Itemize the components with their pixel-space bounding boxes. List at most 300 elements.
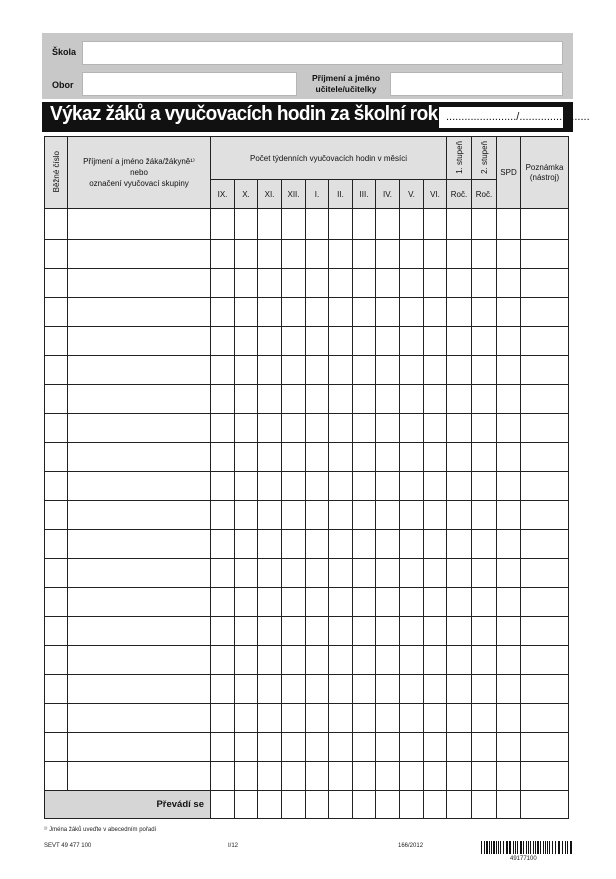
table-cell[interactable] (329, 327, 353, 356)
table-cell[interactable] (376, 327, 400, 356)
table-cell[interactable] (329, 530, 353, 559)
table-cell[interactable] (472, 269, 497, 298)
table-cell[interactable] (400, 472, 424, 501)
table-cell[interactable] (447, 385, 472, 414)
table-cell[interactable] (282, 646, 306, 675)
table-cell[interactable] (329, 762, 353, 791)
table-cell[interactable] (45, 414, 68, 443)
table-cell[interactable] (521, 501, 569, 530)
table-cell[interactable] (472, 209, 497, 240)
table-cell[interactable] (447, 414, 472, 443)
table-cell[interactable] (424, 414, 447, 443)
carry-over-cell[interactable] (376, 791, 400, 819)
table-cell[interactable] (235, 646, 258, 675)
table-cell[interactable] (258, 559, 282, 588)
table-cell[interactable] (45, 704, 68, 733)
table-cell[interactable] (353, 298, 376, 327)
carry-over-cell[interactable] (306, 791, 329, 819)
table-cell[interactable] (521, 327, 569, 356)
table-cell[interactable] (424, 704, 447, 733)
table-cell[interactable] (376, 298, 400, 327)
student-name-cell[interactable] (68, 414, 211, 443)
table-cell[interactable] (376, 209, 400, 240)
table-cell[interactable] (424, 501, 447, 530)
table-cell[interactable] (447, 209, 472, 240)
table-cell[interactable] (329, 501, 353, 530)
table-cell[interactable] (235, 675, 258, 704)
table-cell[interactable] (235, 385, 258, 414)
student-name-cell[interactable] (68, 762, 211, 791)
table-cell[interactable] (353, 646, 376, 675)
table-cell[interactable] (235, 762, 258, 791)
table-cell[interactable] (376, 443, 400, 472)
table-cell[interactable] (306, 209, 329, 240)
table-cell[interactable] (211, 209, 235, 240)
table-cell[interactable] (447, 530, 472, 559)
table-cell[interactable] (472, 646, 497, 675)
table-cell[interactable] (424, 646, 447, 675)
table-cell[interactable] (45, 675, 68, 704)
student-name-cell[interactable] (68, 675, 211, 704)
table-cell[interactable] (45, 298, 68, 327)
table-cell[interactable] (400, 588, 424, 617)
table-cell[interactable] (424, 675, 447, 704)
table-cell[interactable] (521, 675, 569, 704)
table-cell[interactable] (400, 530, 424, 559)
table-cell[interactable] (282, 501, 306, 530)
table-cell[interactable] (353, 617, 376, 646)
table-cell[interactable] (211, 704, 235, 733)
student-name-cell[interactable] (68, 327, 211, 356)
table-cell[interactable] (329, 414, 353, 443)
table-cell[interactable] (472, 762, 497, 791)
table-cell[interactable] (329, 385, 353, 414)
table-cell[interactable] (497, 617, 521, 646)
table-cell[interactable] (497, 327, 521, 356)
table-cell[interactable] (521, 443, 569, 472)
table-cell[interactable] (353, 588, 376, 617)
table-cell[interactable] (306, 617, 329, 646)
table-cell[interactable] (447, 646, 472, 675)
table-cell[interactable] (235, 472, 258, 501)
table-cell[interactable] (472, 443, 497, 472)
table-cell[interactable] (282, 298, 306, 327)
table-cell[interactable] (472, 704, 497, 733)
table-cell[interactable] (424, 762, 447, 791)
table-cell[interactable] (400, 675, 424, 704)
table-cell[interactable] (353, 733, 376, 762)
table-cell[interactable] (497, 385, 521, 414)
table-cell[interactable] (400, 240, 424, 269)
table-cell[interactable] (521, 269, 569, 298)
table-cell[interactable] (521, 356, 569, 385)
table-cell[interactable] (235, 559, 258, 588)
table-cell[interactable] (258, 530, 282, 559)
table-cell[interactable] (258, 733, 282, 762)
table-cell[interactable] (235, 414, 258, 443)
table-cell[interactable] (447, 704, 472, 733)
table-cell[interactable] (258, 617, 282, 646)
table-cell[interactable] (400, 762, 424, 791)
table-cell[interactable] (447, 559, 472, 588)
table-cell[interactable] (447, 240, 472, 269)
table-cell[interactable] (45, 327, 68, 356)
table-cell[interactable] (282, 443, 306, 472)
table-cell[interactable] (497, 501, 521, 530)
table-cell[interactable] (353, 559, 376, 588)
table-cell[interactable] (400, 356, 424, 385)
table-cell[interactable] (329, 269, 353, 298)
table-cell[interactable] (497, 356, 521, 385)
table-cell[interactable] (376, 240, 400, 269)
table-cell[interactable] (424, 733, 447, 762)
student-name-cell[interactable] (68, 646, 211, 675)
table-cell[interactable] (353, 762, 376, 791)
table-cell[interactable] (235, 704, 258, 733)
table-cell[interactable] (376, 646, 400, 675)
student-name-cell[interactable] (68, 559, 211, 588)
table-cell[interactable] (472, 327, 497, 356)
table-cell[interactable] (497, 443, 521, 472)
table-cell[interactable] (376, 414, 400, 443)
student-name-cell[interactable] (68, 733, 211, 762)
table-cell[interactable] (353, 472, 376, 501)
table-cell[interactable] (45, 443, 68, 472)
table-cell[interactable] (353, 501, 376, 530)
table-cell[interactable] (521, 762, 569, 791)
table-cell[interactable] (400, 327, 424, 356)
table-cell[interactable] (424, 298, 447, 327)
table-cell[interactable] (211, 472, 235, 501)
table-cell[interactable] (211, 269, 235, 298)
table-cell[interactable] (472, 385, 497, 414)
table-cell[interactable] (329, 240, 353, 269)
table-cell[interactable] (521, 240, 569, 269)
table-cell[interactable] (447, 617, 472, 646)
table-cell[interactable] (258, 327, 282, 356)
table-cell[interactable] (306, 733, 329, 762)
table-cell[interactable] (353, 530, 376, 559)
table-cell[interactable] (235, 443, 258, 472)
table-cell[interactable] (306, 269, 329, 298)
table-cell[interactable] (497, 559, 521, 588)
student-name-cell[interactable] (68, 443, 211, 472)
table-cell[interactable] (306, 298, 329, 327)
table-cell[interactable] (45, 209, 68, 240)
table-cell[interactable] (235, 588, 258, 617)
table-cell[interactable] (353, 385, 376, 414)
table-cell[interactable] (376, 356, 400, 385)
table-cell[interactable] (282, 530, 306, 559)
table-cell[interactable] (447, 675, 472, 704)
carry-over-cell[interactable] (258, 791, 282, 819)
table-cell[interactable] (282, 385, 306, 414)
table-cell[interactable] (447, 443, 472, 472)
table-cell[interactable] (258, 704, 282, 733)
table-cell[interactable] (258, 356, 282, 385)
table-cell[interactable] (376, 588, 400, 617)
table-cell[interactable] (282, 704, 306, 733)
table-cell[interactable] (235, 733, 258, 762)
table-cell[interactable] (258, 646, 282, 675)
table-cell[interactable] (45, 530, 68, 559)
table-cell[interactable] (400, 298, 424, 327)
table-cell[interactable] (353, 240, 376, 269)
obor-field[interactable] (82, 72, 297, 96)
table-cell[interactable] (211, 675, 235, 704)
table-cell[interactable] (447, 356, 472, 385)
table-cell[interactable] (424, 588, 447, 617)
table-cell[interactable] (282, 327, 306, 356)
table-cell[interactable] (376, 704, 400, 733)
table-cell[interactable] (472, 414, 497, 443)
table-cell[interactable] (282, 209, 306, 240)
table-cell[interactable] (45, 559, 68, 588)
table-cell[interactable] (235, 269, 258, 298)
table-cell[interactable] (306, 762, 329, 791)
table-cell[interactable] (329, 617, 353, 646)
table-cell[interactable] (211, 385, 235, 414)
table-cell[interactable] (306, 559, 329, 588)
student-name-cell[interactable] (68, 617, 211, 646)
table-cell[interactable] (376, 617, 400, 646)
table-cell[interactable] (424, 530, 447, 559)
table-cell[interactable] (400, 443, 424, 472)
table-cell[interactable] (376, 762, 400, 791)
table-cell[interactable] (211, 733, 235, 762)
carry-over-cell[interactable] (211, 791, 235, 819)
table-cell[interactable] (497, 530, 521, 559)
table-cell[interactable] (306, 385, 329, 414)
table-cell[interactable] (521, 617, 569, 646)
table-cell[interactable] (282, 269, 306, 298)
carry-over-cell[interactable] (329, 791, 353, 819)
table-cell[interactable] (353, 356, 376, 385)
table-cell[interactable] (497, 472, 521, 501)
table-cell[interactable] (211, 240, 235, 269)
table-cell[interactable] (45, 269, 68, 298)
table-cell[interactable] (424, 617, 447, 646)
table-cell[interactable] (282, 675, 306, 704)
table-cell[interactable] (472, 733, 497, 762)
table-cell[interactable] (45, 733, 68, 762)
table-cell[interactable] (353, 704, 376, 733)
table-cell[interactable] (329, 675, 353, 704)
table-cell[interactable] (424, 209, 447, 240)
table-cell[interactable] (376, 472, 400, 501)
table-cell[interactable] (400, 617, 424, 646)
table-cell[interactable] (235, 501, 258, 530)
table-cell[interactable] (400, 269, 424, 298)
table-cell[interactable] (45, 617, 68, 646)
table-cell[interactable] (447, 588, 472, 617)
table-cell[interactable] (258, 414, 282, 443)
table-cell[interactable] (424, 472, 447, 501)
table-cell[interactable] (472, 501, 497, 530)
student-name-cell[interactable] (68, 209, 211, 240)
table-cell[interactable] (521, 414, 569, 443)
table-cell[interactable] (447, 501, 472, 530)
table-cell[interactable] (306, 530, 329, 559)
table-cell[interactable] (211, 762, 235, 791)
table-cell[interactable] (521, 646, 569, 675)
table-cell[interactable] (306, 443, 329, 472)
table-cell[interactable] (211, 646, 235, 675)
table-cell[interactable] (447, 762, 472, 791)
table-cell[interactable] (306, 646, 329, 675)
table-cell[interactable] (376, 675, 400, 704)
table-cell[interactable] (521, 704, 569, 733)
table-cell[interactable] (329, 209, 353, 240)
table-cell[interactable] (329, 356, 353, 385)
table-cell[interactable] (329, 646, 353, 675)
table-cell[interactable] (329, 298, 353, 327)
carry-over-cell[interactable] (521, 791, 569, 819)
student-name-cell[interactable] (68, 298, 211, 327)
table-cell[interactable] (45, 385, 68, 414)
table-cell[interactable] (497, 762, 521, 791)
table-cell[interactable] (497, 209, 521, 240)
table-cell[interactable] (497, 675, 521, 704)
table-cell[interactable] (235, 617, 258, 646)
table-cell[interactable] (497, 298, 521, 327)
table-cell[interactable] (400, 733, 424, 762)
table-cell[interactable] (211, 356, 235, 385)
carry-over-cell[interactable] (282, 791, 306, 819)
table-cell[interactable] (282, 617, 306, 646)
table-cell[interactable] (282, 356, 306, 385)
table-cell[interactable] (521, 209, 569, 240)
table-cell[interactable] (400, 559, 424, 588)
table-cell[interactable] (306, 240, 329, 269)
table-cell[interactable] (258, 269, 282, 298)
table-cell[interactable] (521, 298, 569, 327)
table-cell[interactable] (376, 530, 400, 559)
table-cell[interactable] (424, 356, 447, 385)
table-cell[interactable] (235, 356, 258, 385)
table-cell[interactable] (447, 269, 472, 298)
table-cell[interactable] (353, 269, 376, 298)
teacher-field[interactable] (390, 72, 563, 96)
table-cell[interactable] (424, 443, 447, 472)
table-cell[interactable] (329, 443, 353, 472)
table-cell[interactable] (45, 356, 68, 385)
table-cell[interactable] (353, 209, 376, 240)
table-cell[interactable] (282, 472, 306, 501)
table-cell[interactable] (472, 559, 497, 588)
table-cell[interactable] (306, 414, 329, 443)
table-cell[interactable] (472, 356, 497, 385)
table-cell[interactable] (282, 559, 306, 588)
table-cell[interactable] (306, 472, 329, 501)
table-cell[interactable] (258, 443, 282, 472)
table-cell[interactable] (258, 501, 282, 530)
table-cell[interactable] (472, 240, 497, 269)
table-cell[interactable] (521, 472, 569, 501)
table-cell[interactable] (258, 298, 282, 327)
table-cell[interactable] (329, 588, 353, 617)
table-cell[interactable] (306, 327, 329, 356)
table-cell[interactable] (400, 704, 424, 733)
carry-over-cell[interactable] (424, 791, 447, 819)
table-cell[interactable] (376, 559, 400, 588)
table-cell[interactable] (211, 327, 235, 356)
table-cell[interactable] (424, 269, 447, 298)
carry-over-cell[interactable] (447, 791, 472, 819)
table-cell[interactable] (521, 530, 569, 559)
table-cell[interactable] (306, 675, 329, 704)
table-cell[interactable] (447, 327, 472, 356)
table-cell[interactable] (472, 472, 497, 501)
table-cell[interactable] (235, 240, 258, 269)
table-cell[interactable] (447, 472, 472, 501)
table-cell[interactable] (400, 646, 424, 675)
table-cell[interactable] (282, 414, 306, 443)
table-cell[interactable] (521, 385, 569, 414)
student-name-cell[interactable] (68, 240, 211, 269)
carry-over-cell[interactable] (400, 791, 424, 819)
carry-over-cell[interactable] (353, 791, 376, 819)
table-cell[interactable] (329, 733, 353, 762)
table-cell[interactable] (306, 588, 329, 617)
table-cell[interactable] (353, 327, 376, 356)
table-cell[interactable] (211, 443, 235, 472)
table-cell[interactable] (329, 472, 353, 501)
table-cell[interactable] (376, 501, 400, 530)
table-cell[interactable] (472, 675, 497, 704)
table-cell[interactable] (258, 209, 282, 240)
table-cell[interactable] (235, 327, 258, 356)
table-cell[interactable] (400, 414, 424, 443)
table-cell[interactable] (258, 240, 282, 269)
table-cell[interactable] (472, 588, 497, 617)
student-name-cell[interactable] (68, 530, 211, 559)
table-cell[interactable] (235, 209, 258, 240)
table-cell[interactable] (353, 675, 376, 704)
table-cell[interactable] (472, 617, 497, 646)
student-name-cell[interactable] (68, 588, 211, 617)
student-name-cell[interactable] (68, 472, 211, 501)
table-cell[interactable] (400, 501, 424, 530)
table-cell[interactable] (235, 530, 258, 559)
table-cell[interactable] (282, 240, 306, 269)
table-cell[interactable] (424, 240, 447, 269)
table-cell[interactable] (45, 501, 68, 530)
student-name-cell[interactable] (68, 704, 211, 733)
table-cell[interactable] (45, 240, 68, 269)
table-cell[interactable] (521, 559, 569, 588)
table-cell[interactable] (497, 414, 521, 443)
table-cell[interactable] (211, 414, 235, 443)
table-cell[interactable] (45, 646, 68, 675)
table-cell[interactable] (447, 298, 472, 327)
table-cell[interactable] (45, 762, 68, 791)
table-cell[interactable] (497, 733, 521, 762)
student-name-cell[interactable] (68, 501, 211, 530)
table-cell[interactable] (400, 209, 424, 240)
table-cell[interactable] (282, 762, 306, 791)
table-cell[interactable] (353, 414, 376, 443)
table-cell[interactable] (211, 298, 235, 327)
skola-field[interactable] (82, 41, 563, 65)
table-cell[interactable] (306, 704, 329, 733)
table-cell[interactable] (329, 559, 353, 588)
table-cell[interactable] (258, 675, 282, 704)
table-cell[interactable] (306, 356, 329, 385)
table-cell[interactable] (472, 530, 497, 559)
table-cell[interactable] (306, 501, 329, 530)
table-cell[interactable] (447, 733, 472, 762)
